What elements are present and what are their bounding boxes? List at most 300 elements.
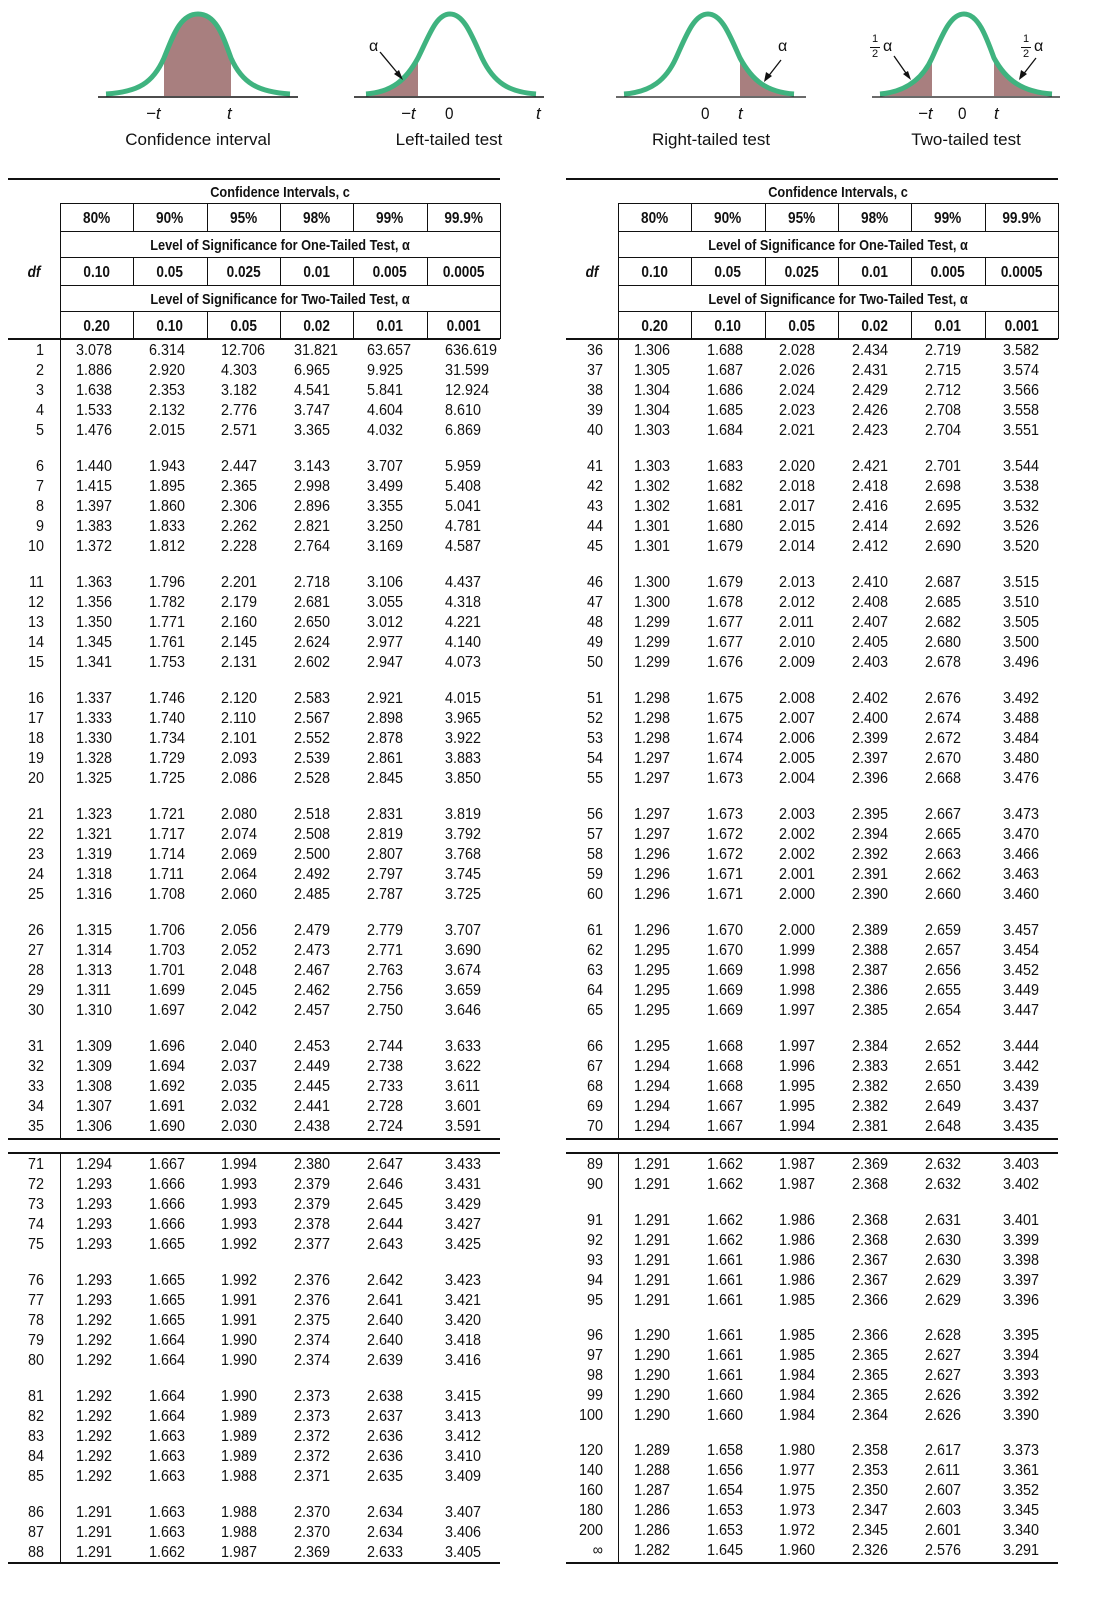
left-row-value: 8.610 bbox=[444, 402, 481, 419]
left-row-value: 1.886 bbox=[76, 362, 113, 379]
left-row-value: 2.779 bbox=[367, 922, 404, 939]
left-row-value: 3.690 bbox=[444, 942, 481, 959]
left-row-value: 2.787 bbox=[367, 886, 404, 903]
bottom-left-row-value: 1.292 bbox=[76, 1312, 113, 1329]
right-row-value: 1.668 bbox=[707, 1038, 744, 1055]
bottom-left-row-value: 1.989 bbox=[220, 1448, 257, 1465]
left-row-value: 3.499 bbox=[367, 478, 404, 495]
bottom-left-row-value: 1.991 bbox=[220, 1292, 257, 1309]
right-row-df: 43 bbox=[586, 498, 603, 515]
left-row-value: 3.922 bbox=[444, 730, 481, 747]
left-row-value: 2.763 bbox=[367, 962, 404, 979]
bottom-left-row-value: 1.989 bbox=[220, 1408, 257, 1425]
left-row-value: 1.711 bbox=[149, 866, 185, 883]
bottom-right-row-df: ∞ bbox=[592, 1542, 603, 1559]
bottom-left-row-df: 78 bbox=[27, 1312, 44, 1329]
left-row-df: 33 bbox=[27, 1078, 44, 1095]
one-tailed-alpha: 0.10 bbox=[83, 264, 110, 281]
rule bbox=[691, 257, 692, 285]
left-row-value: 2.492 bbox=[294, 866, 331, 883]
bottom-right-row-value: 1.286 bbox=[634, 1522, 671, 1539]
diagram4-neg-t: −t bbox=[918, 104, 933, 123]
diagram4-pos-t: t bbox=[994, 104, 999, 123]
bottom-right-row-value: 1.289 bbox=[634, 1442, 671, 1459]
right-row-value: 1.677 bbox=[707, 614, 744, 631]
left-row-value: 2.602 bbox=[294, 654, 331, 671]
rule bbox=[765, 257, 766, 285]
right-row-df: 47 bbox=[586, 594, 603, 611]
bottom-right-row-value: 2.369 bbox=[852, 1156, 889, 1173]
left-row-value: 2.508 bbox=[294, 826, 331, 843]
left-row-value: 2.045 bbox=[220, 982, 257, 999]
bottom-right-row-value: 1.645 bbox=[707, 1542, 744, 1559]
bottom-right-row-value: 2.601 bbox=[925, 1522, 962, 1539]
diagram4-left-half-num: 1 bbox=[872, 33, 879, 45]
bottom-right-row-value: 2.617 bbox=[925, 1442, 962, 1459]
left-row-value: 1.314 bbox=[76, 942, 113, 959]
right-row-value: 2.384 bbox=[852, 1038, 889, 1055]
bottom-left-row-value: 3.423 bbox=[444, 1272, 481, 1289]
right-row-value: 1.298 bbox=[634, 690, 671, 707]
rule bbox=[911, 311, 912, 339]
bottom-right-row-value: 1.290 bbox=[634, 1327, 671, 1344]
left-row-value: 2.539 bbox=[294, 750, 331, 767]
right-row-value: 2.399 bbox=[852, 730, 889, 747]
right-row-value: 1.296 bbox=[634, 922, 671, 939]
bottom-right-row-df: 89 bbox=[586, 1156, 603, 1173]
rule bbox=[353, 203, 354, 231]
right-row-value: 3.444 bbox=[1002, 1038, 1039, 1055]
left-row-value: 2.037 bbox=[220, 1058, 257, 1075]
left-row-value: 1.860 bbox=[149, 498, 186, 515]
two-tailed-alpha: 0.01 bbox=[934, 318, 962, 335]
left-row-value: 1.397 bbox=[76, 498, 113, 515]
bottom-right-row-value: 1.661 bbox=[707, 1367, 744, 1384]
right-row-value: 3.574 bbox=[1002, 362, 1039, 379]
confidence-header: 99% bbox=[376, 210, 404, 227]
right-row-value: 3.470 bbox=[1002, 826, 1039, 843]
right-row-value: 2.648 bbox=[925, 1118, 962, 1135]
bottom-left-row-df: 83 bbox=[27, 1428, 44, 1445]
right-row-value: 2.007 bbox=[778, 710, 815, 727]
left-row-value: 2.052 bbox=[220, 942, 257, 959]
left-row-value: 1.746 bbox=[149, 690, 186, 707]
right-row-value: 1.674 bbox=[707, 750, 744, 767]
one-tailed-alpha: 0.025 bbox=[226, 264, 261, 281]
right-row-value: 3.439 bbox=[1002, 1078, 1039, 1095]
right-row-value: 2.690 bbox=[925, 538, 962, 555]
right-row-value: 1.672 bbox=[707, 826, 744, 843]
left-row-value: 1.692 bbox=[149, 1078, 186, 1095]
left-row-value: 1.943 bbox=[149, 458, 186, 475]
left-row-value: 2.571 bbox=[220, 422, 257, 439]
bottom-right-row-value: 1.984 bbox=[778, 1407, 815, 1424]
bottom-right-row-value: 1.661 bbox=[707, 1252, 744, 1269]
two-tailed-alpha: 0.05 bbox=[230, 318, 257, 335]
right-row-value: 2.660 bbox=[925, 886, 962, 903]
right-row-value: 2.678 bbox=[925, 654, 962, 671]
left-row-value: 1.833 bbox=[149, 518, 186, 535]
right-row-value: 1.670 bbox=[707, 922, 744, 939]
right-row-value: 3.449 bbox=[1002, 982, 1039, 999]
left-row-df: 7 bbox=[35, 478, 44, 495]
bottom-right-row-value: 1.986 bbox=[778, 1272, 815, 1289]
bottom-left-row-value: 2.634 bbox=[367, 1504, 404, 1521]
bottom-left-row-value: 3.433 bbox=[444, 1156, 481, 1173]
right-row-value: 2.412 bbox=[852, 538, 889, 555]
right-row-value: 3.515 bbox=[1002, 574, 1039, 591]
right-row-value: 1.300 bbox=[634, 574, 671, 591]
bottom-right-row-df: 97 bbox=[586, 1347, 603, 1364]
bottom-left-row-value: 3.420 bbox=[444, 1312, 481, 1329]
left-row-value: 2.977 bbox=[367, 634, 404, 651]
right-row-value: 3.544 bbox=[1002, 458, 1039, 475]
left-row-value: 1.753 bbox=[149, 654, 186, 671]
left-row-value: 2.074 bbox=[220, 826, 257, 843]
bottom-right-row-value: 1.960 bbox=[778, 1542, 815, 1559]
confidence-header: 95% bbox=[787, 210, 815, 227]
right-row-value: 1.300 bbox=[634, 594, 671, 611]
bottom-left-row-value: 2.369 bbox=[294, 1544, 331, 1561]
bottom-right-row-value: 1.984 bbox=[778, 1367, 815, 1384]
right-row-value: 1.679 bbox=[707, 574, 744, 591]
bottom-left-row-df: 71 bbox=[27, 1156, 44, 1173]
bottom-left-row-value: 1.994 bbox=[220, 1156, 257, 1173]
right-row-value: 1.687 bbox=[707, 362, 744, 379]
left-row-df: 16 bbox=[27, 690, 44, 707]
bottom-right-row-df: 180 bbox=[578, 1502, 603, 1519]
bottom-right-row-value: 2.368 bbox=[852, 1212, 889, 1229]
bottom-left-row-value: 2.635 bbox=[367, 1468, 404, 1485]
left-row-value: 2.764 bbox=[294, 538, 331, 555]
bottom-left-row-value: 1.664 bbox=[149, 1388, 186, 1405]
diagram3-zero: 0 bbox=[701, 104, 710, 123]
left-row-df: 26 bbox=[27, 922, 44, 939]
left-row-df: 13 bbox=[27, 614, 44, 631]
left-row-value: 2.624 bbox=[294, 634, 331, 651]
bottom-right-row-value: 3.291 bbox=[1002, 1542, 1039, 1559]
right-row-value: 3.457 bbox=[1002, 922, 1039, 939]
bottom-left-row-value: 1.293 bbox=[76, 1176, 113, 1193]
left-row-value: 1.691 bbox=[149, 1098, 186, 1115]
left-row-value: 4.015 bbox=[444, 690, 481, 707]
bottom-left-row-value: 1.293 bbox=[76, 1216, 113, 1233]
right-row-value: 1.306 bbox=[634, 342, 671, 359]
right-row-value: 2.656 bbox=[925, 962, 962, 979]
bottom-left-row-df: 80 bbox=[27, 1352, 44, 1369]
right-row-value: 1.298 bbox=[634, 730, 671, 747]
bottom-left-row-value: 1.292 bbox=[76, 1468, 113, 1485]
diagram1-caption: Confidence interval bbox=[125, 130, 271, 149]
right-row-value: 2.698 bbox=[925, 478, 962, 495]
bottom-left-row-value: 2.374 bbox=[294, 1352, 331, 1369]
left-row-value: 1.313 bbox=[76, 962, 113, 979]
right-row-value: 2.011 bbox=[778, 614, 814, 631]
bottom-left-row-value: 3.415 bbox=[444, 1388, 481, 1405]
one-tailed-alpha: 0.01 bbox=[303, 264, 330, 281]
right-row-value: 1.675 bbox=[707, 710, 744, 727]
bottom-left-row-value: 3.429 bbox=[444, 1196, 481, 1213]
left-row-value: 2.101 bbox=[220, 730, 257, 747]
left-row-df: 1 bbox=[35, 342, 44, 359]
right-row-value: 2.715 bbox=[925, 362, 962, 379]
right-row-df: 37 bbox=[586, 362, 603, 379]
bottom-left-row-value: 2.377 bbox=[294, 1236, 331, 1253]
right-row-value: 3.452 bbox=[1002, 962, 1039, 979]
right-row-value: 2.657 bbox=[925, 942, 962, 959]
rule bbox=[280, 311, 281, 339]
left-row-df: 6 bbox=[35, 458, 44, 475]
bottom-right-row-value: 2.632 bbox=[925, 1156, 962, 1173]
bottom-left-row-df: 84 bbox=[27, 1448, 44, 1465]
right-row-value: 2.687 bbox=[925, 574, 962, 591]
bottom-right-row-value: 2.367 bbox=[852, 1272, 889, 1289]
right-row-value: 1.686 bbox=[707, 382, 744, 399]
diagram3-caption: Right-tailed test bbox=[651, 130, 771, 149]
right-row-value: 1.295 bbox=[634, 942, 671, 959]
right-row-value: 2.410 bbox=[852, 574, 889, 591]
rule bbox=[427, 203, 428, 231]
right-row-value: 2.005 bbox=[778, 750, 815, 767]
left-row-df: 8 bbox=[35, 498, 44, 515]
right-row-value: 2.418 bbox=[852, 478, 889, 495]
bottom-left-row-value: 3.431 bbox=[444, 1176, 481, 1193]
left-row-value: 2.030 bbox=[220, 1118, 257, 1135]
bottom-right-row-df: 91 bbox=[586, 1212, 603, 1229]
left-row-df: 35 bbox=[27, 1118, 44, 1135]
bottom-right-row-value: 1.985 bbox=[778, 1292, 815, 1309]
right-row-value: 1.997 bbox=[778, 1002, 815, 1019]
bottom-left-row-df: 72 bbox=[27, 1176, 44, 1193]
two-tailed-alpha: 0.001 bbox=[1004, 318, 1039, 335]
left-row-value: 4.604 bbox=[367, 402, 404, 419]
bottom-left-row-value: 2.372 bbox=[294, 1448, 331, 1465]
left-row-df: 5 bbox=[35, 422, 44, 439]
right-row-value: 1.679 bbox=[707, 538, 744, 555]
bottom-right-row-value: 3.393 bbox=[1002, 1367, 1039, 1384]
bottom-right-row-df: 94 bbox=[586, 1272, 603, 1289]
left-row-value: 2.040 bbox=[220, 1038, 257, 1055]
right-row-value: 2.023 bbox=[778, 402, 815, 419]
rule bbox=[280, 203, 281, 231]
right-row-value: 1.668 bbox=[707, 1078, 744, 1095]
bottom-left-row-df: 77 bbox=[27, 1292, 44, 1309]
left-row-value: 2.032 bbox=[220, 1098, 257, 1115]
left-row-value: 31.821 bbox=[294, 342, 339, 359]
right-row-value: 2.002 bbox=[778, 826, 815, 843]
confidence-header: 90% bbox=[714, 210, 742, 227]
bottom-right-row-value: 2.368 bbox=[852, 1176, 889, 1193]
right-row-df: 60 bbox=[586, 886, 603, 903]
right-row-df: 38 bbox=[586, 382, 603, 399]
right-row-value: 1.299 bbox=[634, 654, 671, 671]
two-tailed-alpha: 0.02 bbox=[303, 318, 330, 335]
bottom-right-row-value: 1.987 bbox=[778, 1156, 815, 1173]
bottom-left-row-value: 2.640 bbox=[367, 1332, 404, 1349]
left-row-df: 4 bbox=[35, 402, 44, 419]
diagram4-left-half-den: 2 bbox=[872, 48, 879, 60]
bottom-left-row-value: 2.634 bbox=[367, 1524, 404, 1541]
left-row-value: 3.850 bbox=[444, 770, 481, 787]
left-row-df: 32 bbox=[27, 1058, 44, 1075]
bottom-right-row-value: 2.366 bbox=[852, 1327, 889, 1344]
bottom-right-row-value: 2.367 bbox=[852, 1252, 889, 1269]
bottom-left-row-value: 1.294 bbox=[76, 1156, 113, 1173]
diagram1-neg-t: −t bbox=[146, 104, 161, 123]
bottom-right-row-value: 2.350 bbox=[852, 1482, 889, 1499]
right-row-df: 48 bbox=[586, 614, 603, 631]
left-row-value: 2.441 bbox=[294, 1098, 331, 1115]
confidence-header: 90% bbox=[156, 210, 184, 227]
right-row-value: 1.685 bbox=[707, 402, 744, 419]
bottom-left-row-value: 2.374 bbox=[294, 1332, 331, 1349]
left-row-df: 34 bbox=[27, 1098, 44, 1115]
right-row-value: 1.297 bbox=[634, 826, 671, 843]
bottom-left-row-value: 1.667 bbox=[149, 1156, 186, 1173]
right-row-df: 70 bbox=[586, 1118, 603, 1135]
right-row-value: 2.386 bbox=[852, 982, 889, 999]
right-row-value: 2.017 bbox=[778, 498, 815, 515]
left-row-value: 3.611 bbox=[444, 1078, 480, 1095]
left-row-df: 15 bbox=[27, 654, 44, 671]
bottom-right-row-value: 1.290 bbox=[634, 1347, 671, 1364]
right-row-value: 1.669 bbox=[707, 962, 744, 979]
diagram2-neg-t: −t bbox=[401, 104, 416, 123]
left-row-value: 1.476 bbox=[76, 422, 113, 439]
bottom-left-row-value: 2.376 bbox=[294, 1272, 331, 1289]
left-row-value: 636.619 bbox=[444, 342, 497, 359]
bottom-right-row-df: 90 bbox=[586, 1176, 603, 1193]
left-row-df: 23 bbox=[27, 846, 44, 863]
left-row-value: 2.807 bbox=[367, 846, 404, 863]
left-row-df: 10 bbox=[27, 538, 44, 555]
left-row-df: 14 bbox=[27, 634, 44, 651]
left-row-value: 1.328 bbox=[76, 750, 113, 767]
left-row-value: 2.921 bbox=[367, 690, 404, 707]
bottom-left-row-value: 2.637 bbox=[367, 1408, 404, 1425]
bottom-left-row-df: 75 bbox=[27, 1236, 44, 1253]
right-row-df: 50 bbox=[586, 654, 603, 671]
right-row-value: 1.688 bbox=[707, 342, 744, 359]
bottom-left-row-value: 1.666 bbox=[149, 1216, 186, 1233]
rule bbox=[8, 1152, 500, 1154]
right-row-value: 2.010 bbox=[778, 634, 815, 651]
left-row-value: 1.337 bbox=[76, 690, 113, 707]
right-row-value: 1.296 bbox=[634, 866, 671, 883]
left-row-value: 4.073 bbox=[444, 654, 481, 671]
bottom-left-row-value: 2.371 bbox=[294, 1468, 331, 1485]
bottom-left-row-value: 3.413 bbox=[444, 1408, 481, 1425]
left-row-value: 1.895 bbox=[149, 478, 186, 495]
left-row-value: 2.738 bbox=[367, 1058, 404, 1075]
left-row-value: 1.729 bbox=[149, 750, 186, 767]
bottom-right-row-value: 3.397 bbox=[1002, 1272, 1039, 1289]
bottom-right-row-value: 2.353 bbox=[852, 1462, 889, 1479]
left-row-value: 4.032 bbox=[367, 422, 404, 439]
right-row-value: 1.668 bbox=[707, 1058, 744, 1075]
bottom-right-row-value: 1.972 bbox=[778, 1522, 815, 1539]
right-row-value: 2.000 bbox=[778, 886, 815, 903]
left-row-value: 1.761 bbox=[149, 634, 186, 651]
bottom-left-row-value: 2.636 bbox=[367, 1448, 404, 1465]
left-row-value: 3.674 bbox=[444, 962, 481, 979]
rule bbox=[691, 311, 692, 339]
left-row-value: 12.924 bbox=[444, 382, 489, 399]
rule bbox=[618, 203, 619, 339]
left-row-value: 2.473 bbox=[294, 942, 331, 959]
confidence-header: 99.9% bbox=[1002, 210, 1041, 227]
bottom-right-row-value: 1.291 bbox=[634, 1272, 671, 1289]
one-tailed-alpha: 0.025 bbox=[784, 264, 819, 281]
left-row-value: 1.309 bbox=[76, 1038, 113, 1055]
right-row-value: 2.431 bbox=[852, 362, 889, 379]
left-row-value: 1.740 bbox=[149, 710, 186, 727]
right-row-value: 1.669 bbox=[707, 1002, 744, 1019]
left-row-value: 1.316 bbox=[76, 886, 113, 903]
right-row-value: 1.296 bbox=[634, 846, 671, 863]
right-row-value: 1.294 bbox=[634, 1118, 671, 1135]
left-row-value: 2.733 bbox=[367, 1078, 404, 1095]
bottom-left-row-value: 2.379 bbox=[294, 1196, 331, 1213]
rule bbox=[133, 311, 134, 339]
bottom-right-row-df: 200 bbox=[578, 1522, 603, 1539]
left-row-value: 1.701 bbox=[149, 962, 186, 979]
bottom-left-row-value: 2.645 bbox=[367, 1196, 404, 1213]
left-row-value: 2.462 bbox=[294, 982, 331, 999]
rule bbox=[566, 1152, 1058, 1154]
rule bbox=[60, 203, 61, 339]
left-row-value: 1.734 bbox=[149, 730, 186, 747]
left-row-value: 2.035 bbox=[220, 1078, 257, 1095]
left-row-value: 2.262 bbox=[220, 518, 257, 535]
left-row-value: 2.056 bbox=[220, 922, 257, 939]
left-row-value: 1.306 bbox=[76, 1118, 113, 1135]
right-row-value: 2.405 bbox=[852, 634, 889, 651]
right-row-value: 3.492 bbox=[1002, 690, 1039, 707]
right-row-value: 2.003 bbox=[778, 806, 815, 823]
right-row-value: 1.295 bbox=[634, 1038, 671, 1055]
bottom-left-row-value: 1.292 bbox=[76, 1332, 113, 1349]
rule bbox=[207, 257, 208, 285]
left-row-df: 31 bbox=[27, 1038, 44, 1055]
bottom-left-row-value: 1.662 bbox=[149, 1544, 186, 1561]
left-row-value: 3.601 bbox=[444, 1098, 481, 1115]
left-row-value: 4.318 bbox=[444, 594, 481, 611]
left-row-df: 24 bbox=[27, 866, 44, 883]
right-row-value: 2.676 bbox=[925, 690, 962, 707]
bottom-right-row-value: 3.373 bbox=[1002, 1442, 1039, 1459]
right-row-value: 3.551 bbox=[1002, 422, 1039, 439]
rule bbox=[1058, 203, 1059, 339]
two-tailed-alpha: 0.20 bbox=[83, 318, 110, 335]
right-row-value: 2.400 bbox=[852, 710, 889, 727]
one-tailed-label: Level of Significance for One-Tailed Test, α bbox=[150, 237, 410, 254]
left-row-value: 1.372 bbox=[76, 538, 113, 555]
bottom-right-row-value: 2.365 bbox=[852, 1367, 889, 1384]
left-row-value: 3.365 bbox=[294, 422, 331, 439]
right-row-df: 55 bbox=[586, 770, 603, 787]
left-row-value: 1.703 bbox=[149, 942, 186, 959]
rule bbox=[353, 311, 354, 339]
right-row-df: 45 bbox=[586, 538, 603, 555]
bottom-right-row-value: 1.662 bbox=[707, 1156, 744, 1173]
two-tailed-alpha: 0.10 bbox=[156, 318, 184, 335]
left-row-value: 1.812 bbox=[149, 538, 186, 555]
bottom-left-row-value: 1.665 bbox=[149, 1236, 186, 1253]
right-row-value: 2.008 bbox=[778, 690, 815, 707]
right-row-value: 1.295 bbox=[634, 982, 671, 999]
bottom-left-row-value: 1.666 bbox=[149, 1196, 186, 1213]
